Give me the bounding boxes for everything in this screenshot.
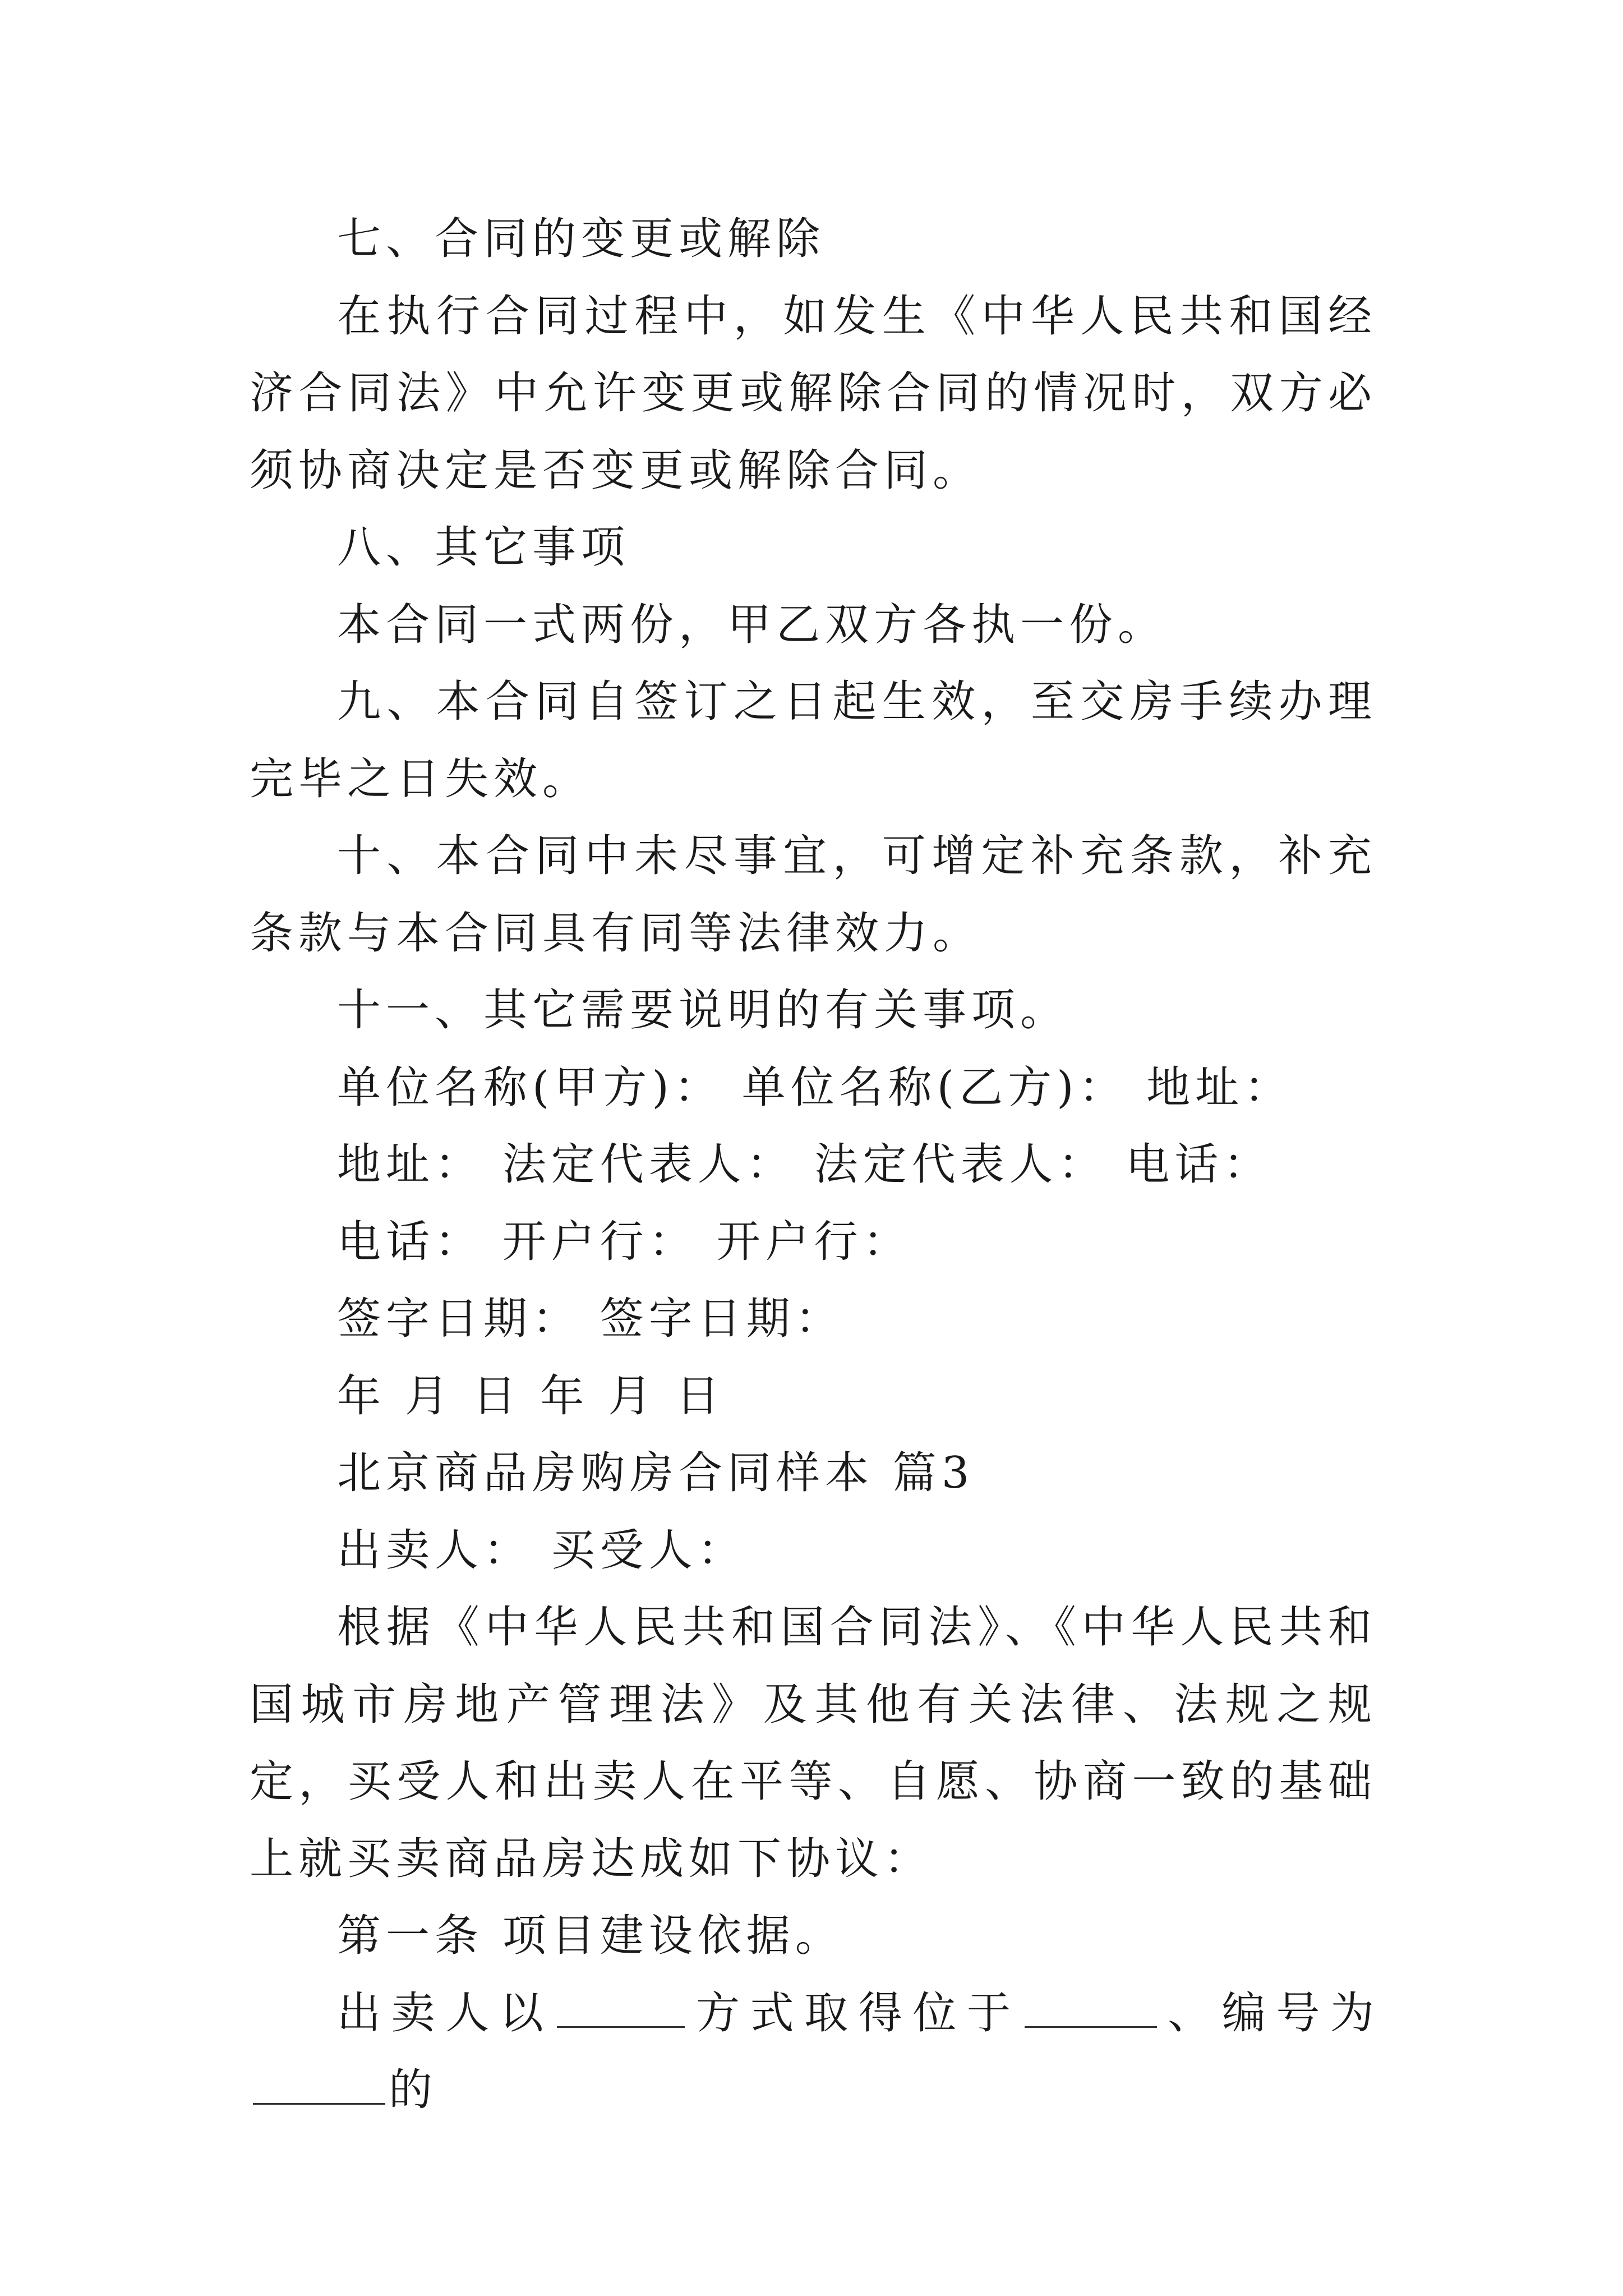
article-1-text-part1: 出卖人以	[337, 1987, 554, 2039]
section-heading-7: 七、合同的变更或解除	[337, 214, 826, 264]
article-1-text-part2: 方式取得位于	[688, 1987, 1021, 2039]
section-8-body: 本合同一式两份，甲乙双方各执一份。	[337, 599, 1167, 650]
contract-title-part-3: 北京商品房购房合同样本 篇3	[337, 1448, 975, 1498]
blank-field-method	[557, 1993, 685, 2028]
blank-field-number	[253, 2069, 385, 2105]
section-7-body: 在执行合同过程中，如发生《中华人民共和国经济合同法》中允许变更或解除合同的情况时，双方必须协商决定是否变更或解除合同。	[250, 291, 1377, 496]
parties-line: 出卖人： 买受人：	[337, 1525, 746, 1576]
signature-line-sign-date: 签字日期： 签字日期：	[337, 1294, 844, 1344]
blank-field-location	[1025, 1993, 1157, 2028]
preamble-paragraph: 根据《中华人民共和国合同法》、《中华人民共和国城市房地产管理法》及其他有关法律、法规之规定，买受人和出卖人在平等、自愿、协商一致的基础上就买卖商品房达成如下协议：	[250, 1602, 1377, 1884]
signature-line-date-fields: 年 月 日 年 月 日	[337, 1370, 725, 1421]
signature-line-unit-names: 单位名称(甲方)： 单位名称(乙方)： 地址：	[337, 1062, 1293, 1113]
article-1-text-part3: 、编号为	[1160, 1987, 1377, 2039]
section-9-text: 九、本合同自签订之日起生效，至交房手续办理完毕之日失效。	[250, 677, 1377, 804]
section-heading-8: 八、其它事项	[337, 522, 630, 573]
section-10-text: 十、本合同中未尽事宜，可增定补充条款，补充条款与本合同具有同等法律效力。	[250, 831, 1377, 959]
article-1-heading: 第一条 项目建设依据。	[337, 1911, 844, 1961]
article-1-body-line	[250, 1975, 1377, 2129]
signature-line-phone-bank: 电话： 开户行： 开户行：	[337, 1216, 912, 1267]
signature-line-address-representative: 地址： 法定代表人： 法定代表人： 电话：	[337, 1139, 1272, 1190]
article-1-text-part4: 的	[389, 2065, 436, 2115]
document-body	[250, 201, 1377, 2129]
section-heading-11: 十一、其它需要说明的有关事项。	[337, 985, 1069, 1036]
